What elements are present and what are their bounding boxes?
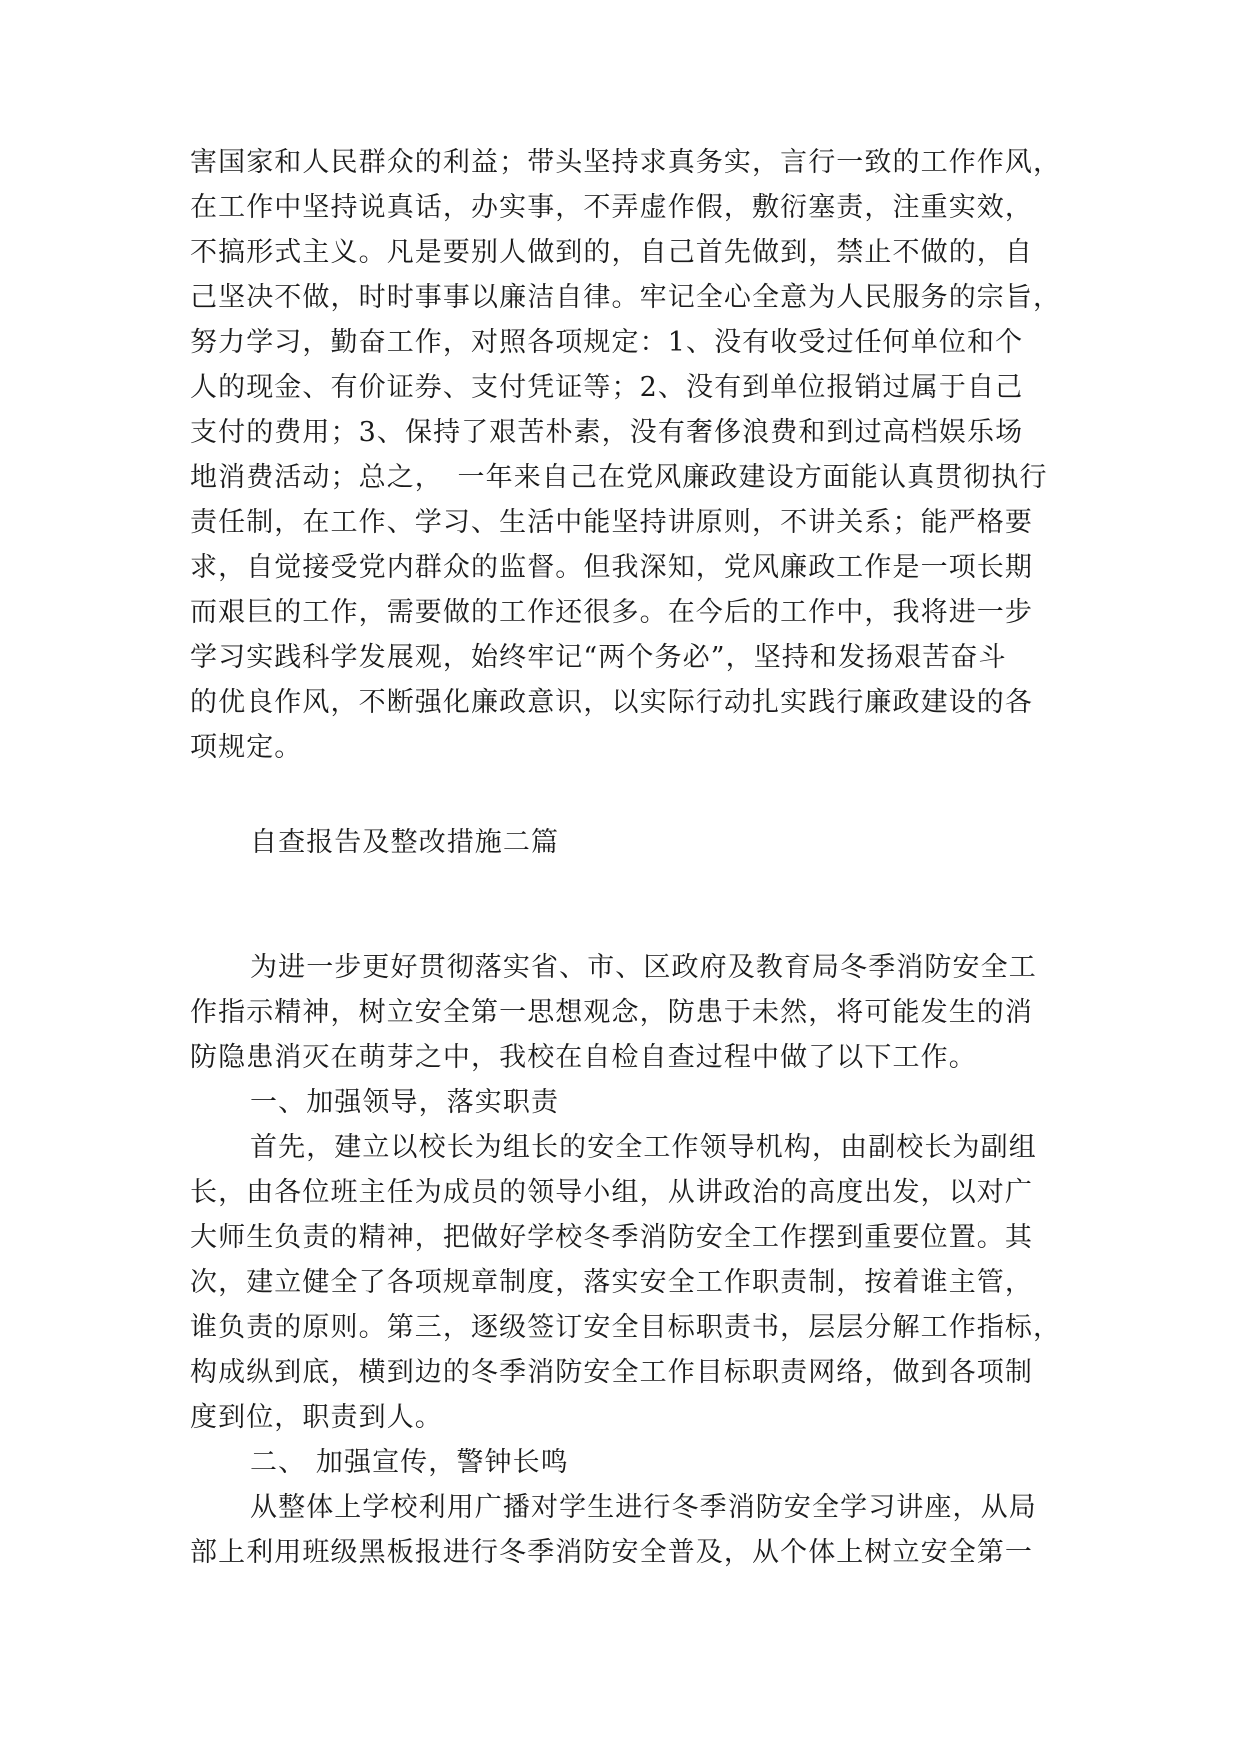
- paragraph-line: 己坚决不做，时时事事以廉洁自律。牢记全心全意为人民服务的宗旨，: [190, 282, 1062, 313]
- paragraph-line: 构成纵到底，横到边的冬季消防安全工作目标职责网络，做到各项制: [190, 1357, 1033, 1388]
- paragraph-line: 作指示精神，树立安全第一思想观念，防患于未然，将可能发生的消: [190, 997, 1033, 1028]
- paragraph-line: 害国家和人民群众的利益；带头坚持求真务实，言行一致的工作作风，: [190, 147, 1062, 178]
- section-heading: 一、加强领导，落实职责: [250, 1087, 560, 1118]
- paragraph-line: 防隐患消灭在萌芽之中，我校在自检自查过程中做了以下工作。: [190, 1042, 977, 1073]
- paragraph-line: 努力学习，勤奋工作，对照各项规定：1、没有收受过任何单位和个: [190, 327, 1024, 358]
- paragraph-line: 从整体上学校利用广播对学生进行冬季消防安全学习讲座，从局: [250, 1492, 1037, 1523]
- paragraph-line: 地消费活动；总之， 一年来自己在党风廉政建设方面能认真贯彻执行: [190, 462, 1048, 493]
- paragraph-line: 长，由各位班主任为成员的领导小组，从讲政治的高度出发，以对广: [190, 1177, 1033, 1208]
- paragraph-line: 责任制，在工作、学习、生活中能坚持讲原则，不讲关系；能严格要: [190, 507, 1033, 538]
- paragraph-line: 首先，建立以校长为组长的安全工作领导机构，由副校长为副组: [250, 1132, 1037, 1163]
- paragraph-line: 在工作中坚持说真话，办实事，不弄虚作假，敷衍塞责，注重实效，: [190, 192, 1033, 223]
- paragraph-line: 为进一步更好贯彻落实省、市、区政府及教育局冬季消防安全工: [250, 952, 1037, 983]
- paragraph-line: 次，建立健全了各项规章制度，落实安全工作职责制，按着谁主管，: [190, 1267, 1033, 1298]
- paragraph-line: 项规定。: [190, 732, 303, 763]
- paragraph-line: 支付的费用；3、保持了艰苦朴素，没有奢侈浪费和到过高档娱乐场: [190, 417, 1024, 448]
- paragraph-line: 学习实践科学发展观，始终牢记“两个务必”，坚持和发扬艰苦奋斗: [190, 642, 1007, 673]
- paragraph-line: 而艰巨的工作，需要做的工作还很多。在今后的工作中，我将进一步: [190, 597, 1033, 628]
- paragraph-line: 度到位，职责到人。: [190, 1402, 443, 1433]
- section-title: 自查报告及整改措施二篇: [250, 827, 560, 858]
- paragraph-line: 部上利用班级黑板报进行冬季消防安全普及，从个体上树立安全第一: [190, 1537, 1033, 1568]
- paragraph-line: 谁负责的原则。第三，逐级签订安全目标职责书，层层分解工作指标，: [190, 1312, 1062, 1343]
- section-heading: 二、 加强宣传，警钟长鸣: [250, 1447, 569, 1478]
- paragraph-line: 的优良作风，不断强化廉政意识，以实际行动扎实践行廉政建设的各: [190, 687, 1033, 718]
- paragraph-line: 大师生负责的精神，把做好学校冬季消防安全工作摆到重要位置。其: [190, 1222, 1033, 1253]
- paragraph-line: 不搞形式主义。凡是要别人做到的，自己首先做到，禁止不做的，自: [190, 237, 1033, 268]
- paragraph-line: 人的现金、有价证券、支付凭证等；2、没有到单位报销过属于自己: [190, 372, 1024, 403]
- paragraph-line: 求，自觉接受党内群众的监督。但我深知，党风廉政工作是一项长期: [190, 552, 1033, 583]
